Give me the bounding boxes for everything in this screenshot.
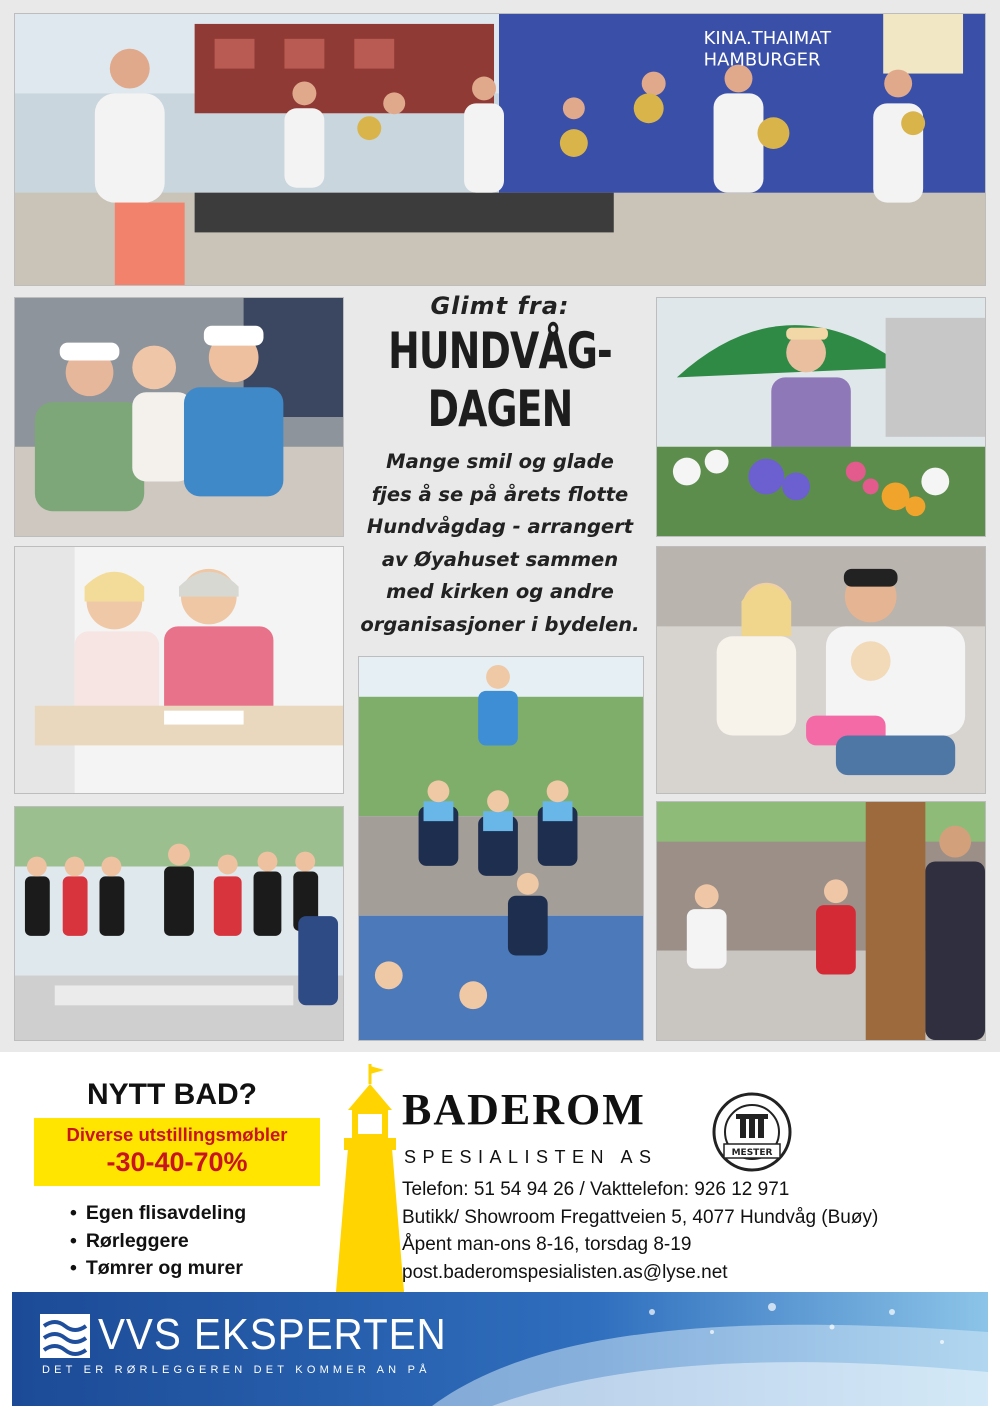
- baderom-advertisement: [12, 1062, 988, 1292]
- lede-line: organisasjoner i bydelen.: [360, 612, 640, 636]
- photo-father-children: [656, 546, 986, 794]
- lede-line: fjes å se på årets flotte: [371, 482, 629, 506]
- ad-phone[interactable]: Telefon: 51 54 94 26 / Vakttelefon: 926 12 971: [402, 1179, 790, 1200]
- lede-line: med kirken og andre: [386, 580, 614, 603]
- mester-seal-text: MESTER: [731, 1148, 773, 1158]
- photo-women-at-table: [14, 546, 344, 794]
- photo-choir-stage: [14, 806, 344, 1041]
- ad-address: Butikk/ Showroom Fregattveien 5, 4077 Hundvåg (Buøy): [402, 1206, 879, 1228]
- mester-seal-icon: [710, 1090, 794, 1174]
- lede-line: Mange smil og glade: [386, 450, 614, 473]
- photo-flower-stand: [656, 297, 986, 537]
- photo-children-sitting: [14, 297, 344, 537]
- photo-cheerleaders: [358, 656, 644, 1041]
- ad-brand-subtitle: SPESIALISTEN AS: [404, 1147, 658, 1167]
- photo-brass-band: [14, 13, 986, 286]
- ad-headline: NYTT BAD?: [87, 1078, 257, 1111]
- banner-title: VVS EKSPERTEN: [98, 1310, 447, 1359]
- photo-crowd-kids: [656, 801, 986, 1041]
- article-headline-line2: DAGEN: [427, 380, 573, 438]
- lede-line: av Øyahuset sammen: [381, 547, 619, 571]
- ad-brand-name: BADEROM: [402, 1085, 646, 1134]
- vvs-wave-logo-icon: [40, 1314, 90, 1358]
- ad-bullet: • Tømrer og murer: [70, 1255, 246, 1283]
- ad-offer-line1: Diverse utstillingsmøbler: [66, 1124, 288, 1145]
- ad-contact-block: [402, 1176, 878, 1286]
- article-kicker: Glimt fra:: [430, 292, 570, 320]
- article-title-block: [345, 290, 655, 650]
- banner-tagline: DET ER RØRLEGGEREN DET KOMMER AN PÅ: [42, 1364, 431, 1376]
- ad-offer-discount: -30-40-70%: [106, 1147, 248, 1177]
- ad-bullet: • Rørleggere: [70, 1228, 246, 1256]
- band-sign-line2: HAMBURGER: [703, 49, 821, 71]
- article-headline-line1: HUNDVÅG-: [388, 322, 612, 380]
- ad-bullet: • Egen flisavdeling: [70, 1200, 246, 1228]
- vvs-eksperten-banner: [12, 1292, 988, 1406]
- lighthouse-icon: [330, 1062, 410, 1292]
- band-sign-line1: KINA.THAIMAT: [703, 27, 832, 49]
- ad-bullet-list: [70, 1200, 246, 1283]
- ad-offer-box: [34, 1118, 320, 1186]
- lede-line: Hundvågdag - arrangert: [366, 515, 634, 538]
- ad-email[interactable]: post.baderomspesialisten.as@lyse.net: [402, 1261, 728, 1283]
- article-lede: [345, 446, 655, 641]
- ad-opening-hours: Åpent man-ons 8-16, torsdag 8-19: [402, 1234, 692, 1255]
